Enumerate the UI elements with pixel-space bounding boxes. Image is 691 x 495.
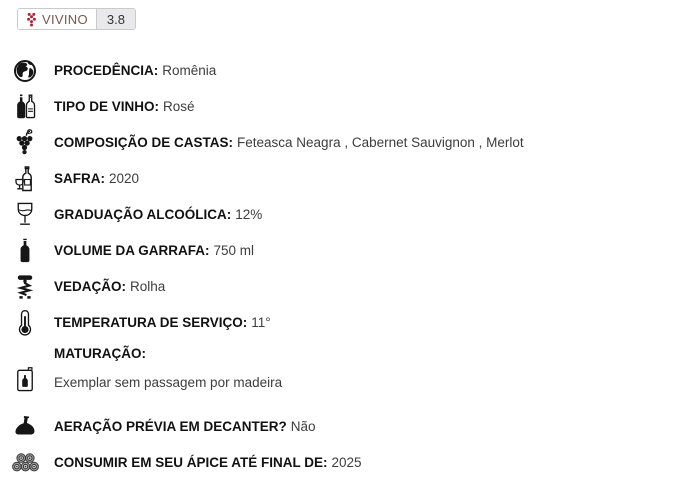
- row-composicao-de-castas: [10, 125, 681, 161]
- grapes-icon: [10, 129, 40, 156]
- spec-label: VOLUME DA GARRAFA:: [54, 242, 210, 258]
- row-tipo-de-vinho: [10, 89, 681, 125]
- row-volume-da-garrafa: [10, 233, 681, 269]
- spec-value: Não: [290, 418, 316, 434]
- spec-value: 750 ml: [213, 242, 255, 258]
- row-procedencia: [10, 53, 681, 89]
- spec-value: Rosé: [163, 98, 195, 114]
- wine-glass-icon: [10, 201, 40, 228]
- spec-label: VEDAÇÃO:: [54, 278, 127, 294]
- vivino-logo: [18, 9, 96, 29]
- bottle-and-glass-icon: [10, 165, 40, 193]
- spec-value: 11°: [251, 314, 271, 330]
- vivino-brand-label: VIVINO: [42, 11, 88, 27]
- vivino-rating-value: 3.8: [96, 9, 135, 29]
- spec-label: COMPOSIÇÃO DE CASTAS:: [54, 134, 234, 150]
- thermometer-icon: [10, 309, 40, 336]
- spec-value: Rolha: [130, 278, 166, 294]
- spec-label: PROCEDÊNCIA:: [54, 62, 159, 78]
- spec-label: TEMPERATURA DE SERVIÇO:: [54, 314, 248, 330]
- bottle-icon: [10, 237, 40, 264]
- spec-value: 2020: [109, 170, 140, 186]
- spec-label: SAFRA:: [54, 170, 105, 186]
- row-consumir-apice: [10, 445, 681, 481]
- spec-value: Feteasca Neagra , Cabernet Sauvignon , Merlot: [237, 134, 524, 150]
- spec-value: Romênia: [162, 62, 217, 78]
- row-temperatura-de-servico: [10, 305, 681, 341]
- row-safra: [10, 161, 681, 197]
- bottle-crate-icon: [10, 366, 40, 393]
- vivino-grape-icon: [26, 12, 37, 27]
- spec-label: CONSUMIR EM SEU ÁPICE ATÉ FINAL DE:: [54, 454, 328, 470]
- row-vedacao: [10, 269, 681, 305]
- spec-list: [10, 53, 681, 481]
- spec-value: 12%: [235, 206, 263, 222]
- spec-label: TIPO DE VINHO:: [54, 98, 160, 114]
- spec-value: Exemplar sem passagem por madeira: [54, 374, 283, 390]
- row-aeracao-decanter: [10, 409, 681, 445]
- spec-value: 2025: [331, 454, 362, 470]
- decanter-icon: [10, 415, 40, 438]
- wine-bottles-icon: [10, 93, 40, 120]
- barrels-icon: [10, 453, 40, 472]
- vivino-rating-badge[interactable]: [17, 8, 136, 30]
- row-graduacao-alcoolica: [10, 197, 681, 233]
- globe-icon: [10, 59, 40, 83]
- spec-label: MATURAÇÃO:: [54, 345, 146, 361]
- spec-label: AERAÇÃO PRÉVIA EM DECANTER?: [54, 418, 287, 434]
- spec-label: GRADUAÇÃO ALCOÓLICA:: [54, 206, 232, 222]
- row-maturacao: [10, 341, 681, 395]
- corkscrew-icon: [10, 273, 40, 300]
